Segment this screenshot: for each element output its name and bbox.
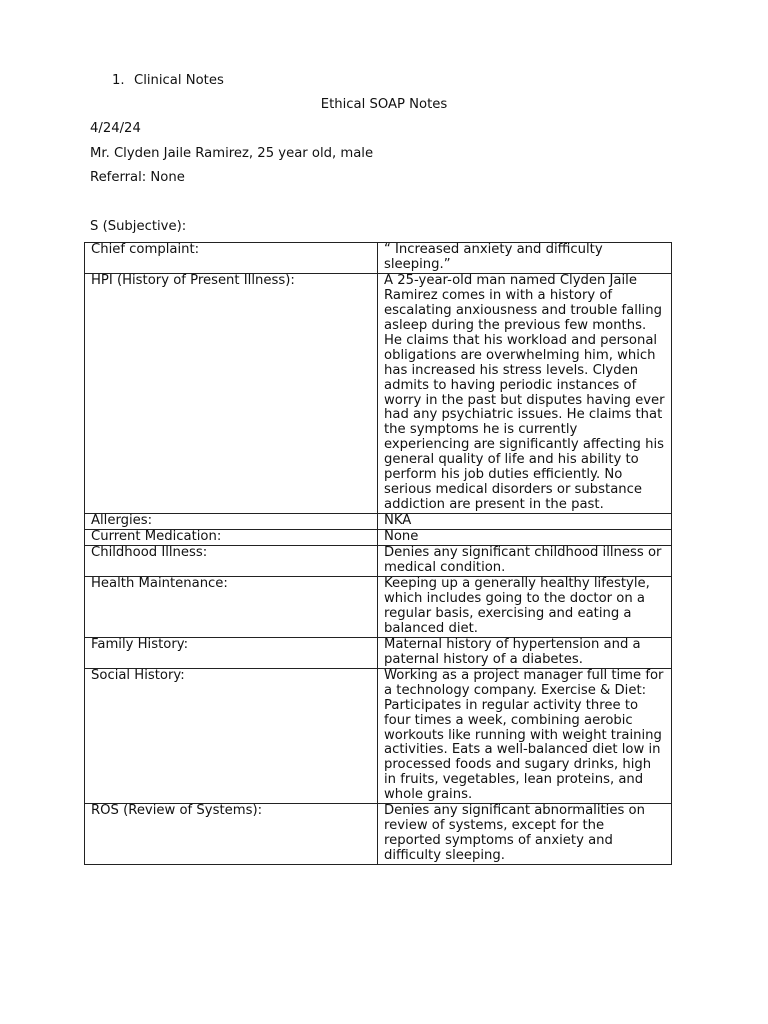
row-value: Keeping up a generally healthy lifestyle, which includes going to the doctor on a regular basis, exercising and eating a balanced diet. <box>378 576 672 637</box>
row-value: Denies any significant childhood illness or medical condition. <box>378 546 672 577</box>
document-title: Ethical SOAP Notes <box>320 97 448 112</box>
row-value: Working as a project manager full time for a technology company. Exercise & Diet: Participates in regular activity three to four times a week, combining aerobic workouts like running with weight training activities. Eats a well-balanced diet low in processed foods and sugary drinks, high in fruits, vegetables, lean proteins, and whole grains. <box>378 668 672 804</box>
table-row <box>85 637 672 668</box>
row-label: Current Medication: <box>85 530 378 546</box>
table-row <box>85 243 672 274</box>
table-row <box>85 514 672 530</box>
subjective-table <box>84 242 672 865</box>
row-label: Family History: <box>85 637 378 668</box>
list-heading <box>112 72 224 90</box>
table-row <box>85 804 672 865</box>
row-label: Childhood Illness: <box>85 546 378 577</box>
list-number: 1. <box>112 73 125 88</box>
row-value: A 25-year-old man named Clyden Jaile Ramirez comes in with a history of escalating anxiousness and trouble falling asleep during the previous few months. He claims that his workload and personal obligations are overwhelming him, which has increased his stress levels. Clyden admits to having periodic instances of worry in the past but disputes having ever had any psychiatric issues. He claims that the symptoms he is currently experiencing are significantly affecting his general quality of life and his ability to perform his job duties efficiently. No serious medical disorders or substance addiction are present in the past. <box>378 273 672 513</box>
table-row <box>85 576 672 637</box>
row-label: Health Maintenance: <box>85 576 378 637</box>
table-row <box>85 530 672 546</box>
row-value: NKA <box>378 514 672 530</box>
row-label: Social History: <box>85 668 378 804</box>
row-value: “ Increased anxiety and difficulty sleeping.” <box>378 243 672 274</box>
list-heading-text: Clinical Notes <box>134 73 224 88</box>
referral-line: Referral: None <box>90 170 185 185</box>
patient-identification: Mr. Clyden Jaile Ramirez, 25 year old, male <box>90 146 374 161</box>
table-row <box>85 546 672 577</box>
note-date: 4/24/24 <box>90 121 141 136</box>
section-title-subjective: S (Subjective): <box>90 219 187 234</box>
table-row <box>85 668 672 804</box>
row-value: Denies any significant abnormalities on review of systems, except for the reported symptoms of anxiety and difficulty sleeping. <box>378 804 672 865</box>
row-value: Maternal history of hypertension and a paternal history of a diabetes. <box>378 637 672 668</box>
row-label: Allergies: <box>85 514 378 530</box>
row-label: HPI (History of Present Illness): <box>85 273 378 513</box>
row-value: None <box>378 530 672 546</box>
row-label: Chief complaint: <box>85 243 378 274</box>
row-label: ROS (Review of Systems): <box>85 804 378 865</box>
table-row <box>85 273 672 513</box>
